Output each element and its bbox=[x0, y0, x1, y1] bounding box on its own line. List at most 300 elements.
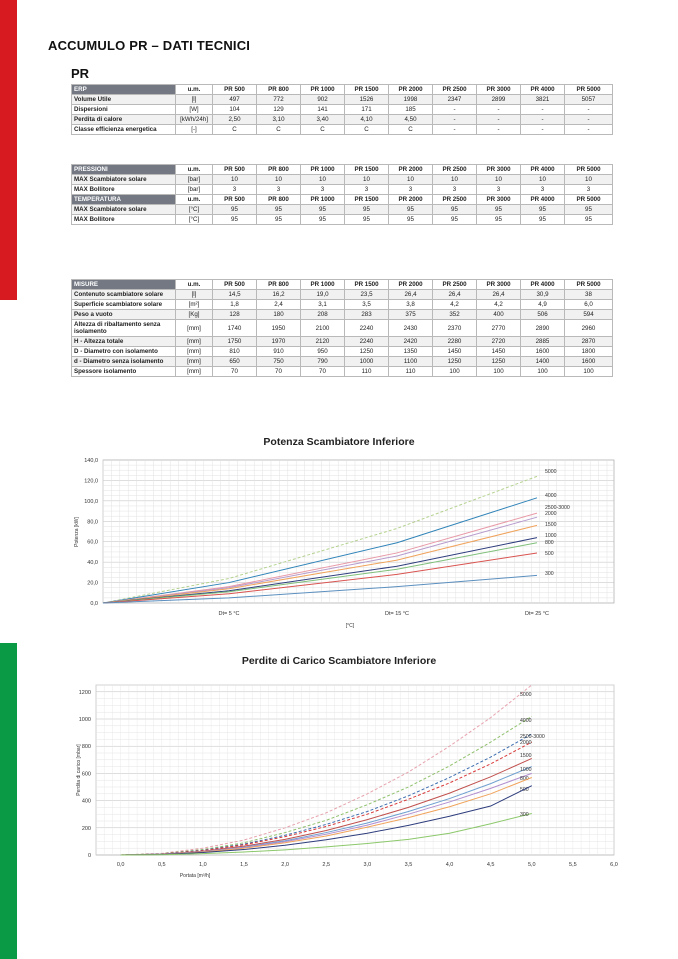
y-tick-label: 0 bbox=[87, 853, 91, 859]
x-tick-label: 1,5 bbox=[240, 862, 248, 868]
row-value: - bbox=[477, 105, 521, 115]
table-row bbox=[72, 320, 613, 337]
row-value: 1100 bbox=[389, 357, 433, 367]
model-header: PR 800 bbox=[257, 85, 301, 95]
row-value: 2,50 bbox=[213, 115, 257, 125]
x-tick-label: 1,0 bbox=[199, 862, 207, 868]
series-label: 800 bbox=[520, 776, 529, 782]
row-label: Superficie scambiatore solare bbox=[72, 300, 176, 310]
row-label: Classe efficienza energetica bbox=[72, 125, 176, 135]
series-label: 4000 bbox=[545, 493, 557, 499]
series-label: 5000 bbox=[545, 469, 557, 475]
x-axis-label: Portata [m³/h] bbox=[179, 873, 211, 879]
row-value: 141 bbox=[301, 105, 345, 115]
row-value: 4,9 bbox=[521, 300, 565, 310]
row-value: 2280 bbox=[433, 337, 477, 347]
row-value: 3,5 bbox=[345, 300, 389, 310]
row-label: D - Diametro con isolamento bbox=[72, 347, 176, 357]
row-value: 594 bbox=[565, 310, 613, 320]
row-unit: [W] bbox=[176, 105, 213, 115]
row-value: 3821 bbox=[521, 95, 565, 105]
row-value: 2430 bbox=[389, 320, 433, 337]
row-value: 95 bbox=[565, 205, 613, 215]
row-value: 95 bbox=[433, 215, 477, 225]
row-value: 950 bbox=[301, 347, 345, 357]
x-tick-label: 3,0 bbox=[363, 862, 372, 868]
model-header: PR 500 bbox=[213, 165, 257, 175]
unit-header: u.m. bbox=[176, 85, 213, 95]
unit-header: u.m. bbox=[176, 280, 213, 290]
chart-title: Potenza Scambiatore Inferiore bbox=[263, 436, 415, 448]
row-value: C bbox=[301, 125, 345, 135]
page-title: ACCUMULO PR – DATI TECNICI bbox=[48, 38, 251, 53]
row-unit: [kWh/24h] bbox=[176, 115, 213, 125]
row-value: 100 bbox=[433, 367, 477, 377]
row-unit: [mm] bbox=[176, 357, 213, 367]
row-value: 2240 bbox=[345, 320, 389, 337]
row-value: 1526 bbox=[345, 95, 389, 105]
row-value: 95 bbox=[521, 205, 565, 215]
row-value: 208 bbox=[301, 310, 345, 320]
table-row bbox=[72, 205, 613, 215]
row-value: 790 bbox=[301, 357, 345, 367]
row-value: 2885 bbox=[521, 337, 565, 347]
model-header: PR 4000 bbox=[521, 85, 565, 95]
row-unit: [-] bbox=[176, 125, 213, 135]
model-header: PR 1000 bbox=[301, 165, 345, 175]
x-tick-label: 4,5 bbox=[486, 862, 495, 868]
row-value: 3,10 bbox=[257, 115, 301, 125]
section-title: PR bbox=[71, 66, 90, 81]
model-header: PR 500 bbox=[213, 85, 257, 95]
chart-title: Perdite di Carico Scambiatore Inferiore bbox=[241, 655, 437, 667]
misure-section-title: MISURE bbox=[72, 280, 176, 290]
table-row bbox=[72, 310, 613, 320]
row-value: 10 bbox=[565, 175, 613, 185]
row-value: 1250 bbox=[345, 347, 389, 357]
pressure-loss-chart-svg bbox=[0, 650, 678, 890]
row-value: 3,8 bbox=[389, 300, 433, 310]
power-chart-svg bbox=[0, 430, 678, 640]
y-tick-label: 600 bbox=[81, 771, 91, 778]
y-tick-label: 40,0 bbox=[87, 560, 98, 567]
row-value: 171 bbox=[345, 105, 389, 115]
pressioni-section-title: PRESSIONI bbox=[72, 165, 176, 175]
y-tick-label: 120,0 bbox=[84, 478, 98, 485]
y-tick-label: 20,0 bbox=[87, 580, 98, 587]
x-tick-label: 6,0 bbox=[610, 862, 618, 868]
row-value: 1998 bbox=[389, 95, 433, 105]
row-unit: [bar] bbox=[176, 175, 213, 185]
row-value: 2960 bbox=[565, 320, 613, 337]
row-value: 38 bbox=[565, 290, 613, 300]
row-value: 128 bbox=[213, 310, 257, 320]
row-value: C bbox=[389, 125, 433, 135]
x-tick-label: 5,5 bbox=[569, 862, 577, 868]
model-header: PR 800 bbox=[257, 280, 301, 290]
row-value: 1250 bbox=[477, 357, 521, 367]
row-value: 95 bbox=[257, 205, 301, 215]
temperatura-section-title: TEMPERATURA bbox=[72, 195, 176, 205]
model-header: PR 800 bbox=[257, 165, 301, 175]
model-header: PR 1500 bbox=[345, 280, 389, 290]
table-row bbox=[72, 300, 613, 310]
row-value: 650 bbox=[213, 357, 257, 367]
row-value: 129 bbox=[257, 105, 301, 115]
model-header: PR 1000 bbox=[301, 280, 345, 290]
row-value: - bbox=[521, 115, 565, 125]
row-value: 14,5 bbox=[213, 290, 257, 300]
row-value: 1000 bbox=[345, 357, 389, 367]
row-value: 1950 bbox=[257, 320, 301, 337]
model-header: PR 5000 bbox=[565, 85, 613, 95]
row-value: C bbox=[213, 125, 257, 135]
y-tick-label: 140,0 bbox=[84, 458, 98, 464]
row-value: 180 bbox=[257, 310, 301, 320]
row-value: 70 bbox=[301, 367, 345, 377]
row-value: 95 bbox=[301, 205, 345, 215]
model-header: PR 2500 bbox=[433, 280, 477, 290]
x-tick-label: 2,0 bbox=[281, 862, 289, 868]
temperatura-header-row bbox=[72, 195, 613, 205]
row-unit: [mm] bbox=[176, 337, 213, 347]
x-tick-label: Dt= 15 °C bbox=[384, 611, 410, 617]
row-label: Perdita di calore bbox=[72, 115, 176, 125]
row-value: 4,2 bbox=[433, 300, 477, 310]
row-value: - bbox=[433, 115, 477, 125]
table-row bbox=[72, 115, 613, 125]
misure-header-row bbox=[72, 280, 613, 290]
model-header: PR 5000 bbox=[565, 195, 613, 205]
row-value: 95 bbox=[521, 215, 565, 225]
y-tick-label: 1200 bbox=[78, 689, 91, 696]
row-value: 1400 bbox=[521, 357, 565, 367]
row-value: 750 bbox=[257, 357, 301, 367]
row-value: 26,4 bbox=[433, 290, 477, 300]
x-tick-label: 0,0 bbox=[116, 862, 125, 868]
row-value: 352 bbox=[433, 310, 477, 320]
row-label: Volume Utile bbox=[72, 95, 176, 105]
row-value: 772 bbox=[257, 95, 301, 105]
y-tick-label: 400 bbox=[81, 798, 91, 805]
series-label: 1500 bbox=[545, 522, 557, 528]
row-value: 3 bbox=[213, 185, 257, 195]
erp-header-row bbox=[72, 85, 613, 95]
y-tick-label: 200 bbox=[81, 825, 91, 832]
row-value: - bbox=[521, 125, 565, 135]
row-value: 2420 bbox=[389, 337, 433, 347]
model-header: PR 3000 bbox=[477, 280, 521, 290]
row-value: 95 bbox=[345, 215, 389, 225]
row-value: 95 bbox=[433, 205, 477, 215]
row-value: 10 bbox=[257, 175, 301, 185]
x-tick-label: 3,5 bbox=[404, 862, 413, 868]
row-label: Peso a vuoto bbox=[72, 310, 176, 320]
row-value: 2720 bbox=[477, 337, 521, 347]
table-row bbox=[72, 215, 613, 225]
row-label: Dispersioni bbox=[72, 105, 176, 115]
x-tick-label: 2,5 bbox=[322, 862, 331, 868]
row-value: 3 bbox=[433, 185, 477, 195]
y-tick-label: 100,0 bbox=[84, 498, 98, 505]
row-value: 10 bbox=[433, 175, 477, 185]
table-row bbox=[72, 95, 613, 105]
model-header: PR 2000 bbox=[389, 85, 433, 95]
row-value: 5057 bbox=[565, 95, 613, 105]
row-value: 810 bbox=[213, 347, 257, 357]
row-value: 3 bbox=[301, 185, 345, 195]
row-value: - bbox=[565, 115, 613, 125]
row-unit: [mm] bbox=[176, 347, 213, 357]
row-value: 95 bbox=[389, 205, 433, 215]
row-value: 1450 bbox=[433, 347, 477, 357]
row-value: 1750 bbox=[213, 337, 257, 347]
y-tick-label: 80,0 bbox=[87, 519, 98, 526]
row-unit: [m²] bbox=[176, 300, 213, 310]
row-value: 902 bbox=[301, 95, 345, 105]
row-value: 70 bbox=[257, 367, 301, 377]
row-value: 16,2 bbox=[257, 290, 301, 300]
row-unit: [l] bbox=[176, 95, 213, 105]
row-value: 2100 bbox=[301, 320, 345, 337]
row-label: Spessore isolamento bbox=[72, 367, 176, 377]
row-value: 1250 bbox=[433, 357, 477, 367]
row-value: 6,0 bbox=[565, 300, 613, 310]
table-row bbox=[72, 337, 613, 347]
table-row bbox=[72, 105, 613, 115]
row-value: 10 bbox=[301, 175, 345, 185]
table-row bbox=[72, 357, 613, 367]
row-value: 4,2 bbox=[477, 300, 521, 310]
series-label: 2500-3000 bbox=[545, 505, 570, 511]
series-label: 300 bbox=[520, 812, 529, 818]
row-label: MAX Bollitore bbox=[72, 215, 176, 225]
model-header: PR 500 bbox=[213, 280, 257, 290]
model-header: PR 2500 bbox=[433, 85, 477, 95]
table-row bbox=[72, 125, 613, 135]
row-value: 95 bbox=[565, 215, 613, 225]
row-value: 3 bbox=[521, 185, 565, 195]
row-value: 4,10 bbox=[345, 115, 389, 125]
row-label: MAX Scambiatore solare bbox=[72, 205, 176, 215]
row-value: 1740 bbox=[213, 320, 257, 337]
model-header: PR 1500 bbox=[345, 165, 389, 175]
model-header: PR 1500 bbox=[345, 85, 389, 95]
row-value: 3 bbox=[565, 185, 613, 195]
x-tick-label: Dt= 25 °C bbox=[524, 611, 550, 617]
row-unit: [mm] bbox=[176, 320, 213, 337]
row-value: - bbox=[477, 125, 521, 135]
series-label: 1000 bbox=[520, 767, 532, 773]
row-unit: [l] bbox=[176, 290, 213, 300]
y-axis-label: Potenza [kW] bbox=[74, 517, 80, 547]
series-label: 1000 bbox=[545, 533, 557, 539]
model-header: PR 1000 bbox=[301, 195, 345, 205]
row-value: 95 bbox=[389, 215, 433, 225]
row-value: - bbox=[477, 115, 521, 125]
row-value: 95 bbox=[213, 205, 257, 215]
row-unit: [Kg] bbox=[176, 310, 213, 320]
y-tick-label: 800 bbox=[81, 744, 91, 751]
x-tick-label: Dt= 5 °C bbox=[218, 611, 240, 617]
row-value: - bbox=[521, 105, 565, 115]
row-value: 100 bbox=[477, 367, 521, 377]
series-label: 500 bbox=[545, 551, 554, 557]
row-value: 2890 bbox=[521, 320, 565, 337]
row-value: 1970 bbox=[257, 337, 301, 347]
series-label: 500 bbox=[520, 787, 529, 793]
table-row bbox=[72, 347, 613, 357]
series-label: 2500-3000 bbox=[520, 734, 545, 740]
row-value: 10 bbox=[389, 175, 433, 185]
row-value: 3 bbox=[477, 185, 521, 195]
model-header: PR 2000 bbox=[389, 165, 433, 175]
model-header: PR 1500 bbox=[345, 195, 389, 205]
row-value: 100 bbox=[521, 367, 565, 377]
model-header: PR 5000 bbox=[565, 280, 613, 290]
row-value: 4,50 bbox=[389, 115, 433, 125]
row-value: 110 bbox=[345, 367, 389, 377]
measures-table bbox=[71, 279, 613, 377]
y-tick-label: 60,0 bbox=[87, 539, 98, 546]
row-value: 283 bbox=[345, 310, 389, 320]
row-value: 910 bbox=[257, 347, 301, 357]
row-value: 95 bbox=[477, 205, 521, 215]
y-tick-label: 1000 bbox=[78, 717, 91, 723]
row-unit: [bar] bbox=[176, 185, 213, 195]
row-value: 26,4 bbox=[389, 290, 433, 300]
model-header: PR 4000 bbox=[521, 280, 565, 290]
row-value: 2240 bbox=[345, 337, 389, 347]
model-header: PR 2500 bbox=[433, 195, 477, 205]
row-value: 95 bbox=[477, 215, 521, 225]
row-value: 1450 bbox=[477, 347, 521, 357]
row-value: 95 bbox=[213, 215, 257, 225]
pressioni-header-row bbox=[72, 165, 613, 175]
row-value: 1600 bbox=[565, 357, 613, 367]
row-label: MAX Bollitore bbox=[72, 185, 176, 195]
series-label: 2000 bbox=[520, 740, 532, 746]
model-header: PR 3000 bbox=[477, 85, 521, 95]
row-value: 1600 bbox=[521, 347, 565, 357]
row-unit: [°C] bbox=[176, 215, 213, 225]
pressure-loss-chart bbox=[0, 650, 678, 890]
x-tick-label: 0,5 bbox=[157, 862, 166, 868]
row-label: Contenuto scambiatore solare bbox=[72, 290, 176, 300]
model-header: PR 5000 bbox=[565, 165, 613, 175]
model-header: PR 2500 bbox=[433, 165, 477, 175]
row-value: 70 bbox=[213, 367, 257, 377]
row-value: 95 bbox=[257, 215, 301, 225]
table-row bbox=[72, 367, 613, 377]
row-value: 110 bbox=[389, 367, 433, 377]
row-value: 3,40 bbox=[301, 115, 345, 125]
model-header: PR 3000 bbox=[477, 195, 521, 205]
unit-header: u.m. bbox=[176, 165, 213, 175]
row-label: Altezza di ribaltamento senza isolamento bbox=[72, 320, 176, 337]
series-label: 300 bbox=[545, 571, 554, 577]
row-value: 2,4 bbox=[257, 300, 301, 310]
pressure-temperature-table bbox=[71, 164, 613, 225]
row-label: H - Altezza totale bbox=[72, 337, 176, 347]
row-value: - bbox=[565, 125, 613, 135]
row-value: 2370 bbox=[433, 320, 477, 337]
row-value: 100 bbox=[565, 367, 613, 377]
table-row bbox=[72, 185, 613, 195]
model-header: PR 2000 bbox=[389, 195, 433, 205]
series-label: 5000 bbox=[520, 692, 532, 698]
erp-table bbox=[71, 84, 613, 135]
y-axis-label: Perdita di carico [mbar] bbox=[76, 744, 82, 796]
row-value: 104 bbox=[213, 105, 257, 115]
row-label: d - Diametro senza isolamento bbox=[72, 357, 176, 367]
row-value: 1350 bbox=[389, 347, 433, 357]
row-value: 3 bbox=[257, 185, 301, 195]
row-value: 23,5 bbox=[345, 290, 389, 300]
y-tick-label: 0,0 bbox=[90, 601, 98, 607]
row-value: 10 bbox=[345, 175, 389, 185]
row-value: - bbox=[433, 105, 477, 115]
row-value: 506 bbox=[521, 310, 565, 320]
model-header: PR 3000 bbox=[477, 165, 521, 175]
row-value: 3 bbox=[389, 185, 433, 195]
model-header: PR 800 bbox=[257, 195, 301, 205]
row-value: 2120 bbox=[301, 337, 345, 347]
row-value: 2770 bbox=[477, 320, 521, 337]
row-value: 2870 bbox=[565, 337, 613, 347]
model-header: PR 500 bbox=[213, 195, 257, 205]
x-tick-label: 4,0 bbox=[445, 862, 454, 868]
power-chart bbox=[0, 430, 678, 640]
row-value: C bbox=[345, 125, 389, 135]
row-value: 3,1 bbox=[301, 300, 345, 310]
row-value: 95 bbox=[301, 215, 345, 225]
table-row bbox=[72, 175, 613, 185]
series-label: 2000 bbox=[545, 511, 557, 517]
row-value: 1,8 bbox=[213, 300, 257, 310]
unit-header: u.m. bbox=[176, 195, 213, 205]
row-value: 3 bbox=[345, 185, 389, 195]
series-label: 800 bbox=[545, 540, 554, 546]
row-value: 30,9 bbox=[521, 290, 565, 300]
table-row bbox=[72, 290, 613, 300]
model-header: PR 1000 bbox=[301, 85, 345, 95]
row-value: 2347 bbox=[433, 95, 477, 105]
row-value: 185 bbox=[389, 105, 433, 115]
x-axis-label: [°C] bbox=[345, 623, 355, 629]
erp-section-title: ERP bbox=[72, 85, 176, 95]
model-header: PR 4000 bbox=[521, 195, 565, 205]
model-header: PR 2000 bbox=[389, 280, 433, 290]
row-value: 10 bbox=[477, 175, 521, 185]
row-value: 2899 bbox=[477, 95, 521, 105]
row-value: 497 bbox=[213, 95, 257, 105]
series-label: 1500 bbox=[520, 753, 532, 759]
row-value: 19,0 bbox=[301, 290, 345, 300]
row-value: C bbox=[257, 125, 301, 135]
red-side-stripe bbox=[0, 0, 17, 300]
row-value: 375 bbox=[389, 310, 433, 320]
row-unit: [mm] bbox=[176, 367, 213, 377]
row-value: 10 bbox=[213, 175, 257, 185]
row-value: 95 bbox=[345, 205, 389, 215]
row-value: - bbox=[565, 105, 613, 115]
x-tick-label: 5,0 bbox=[527, 862, 536, 868]
row-value: 1800 bbox=[565, 347, 613, 357]
model-header: PR 4000 bbox=[521, 165, 565, 175]
row-value: 26,4 bbox=[477, 290, 521, 300]
series-label: 4000 bbox=[520, 718, 532, 724]
